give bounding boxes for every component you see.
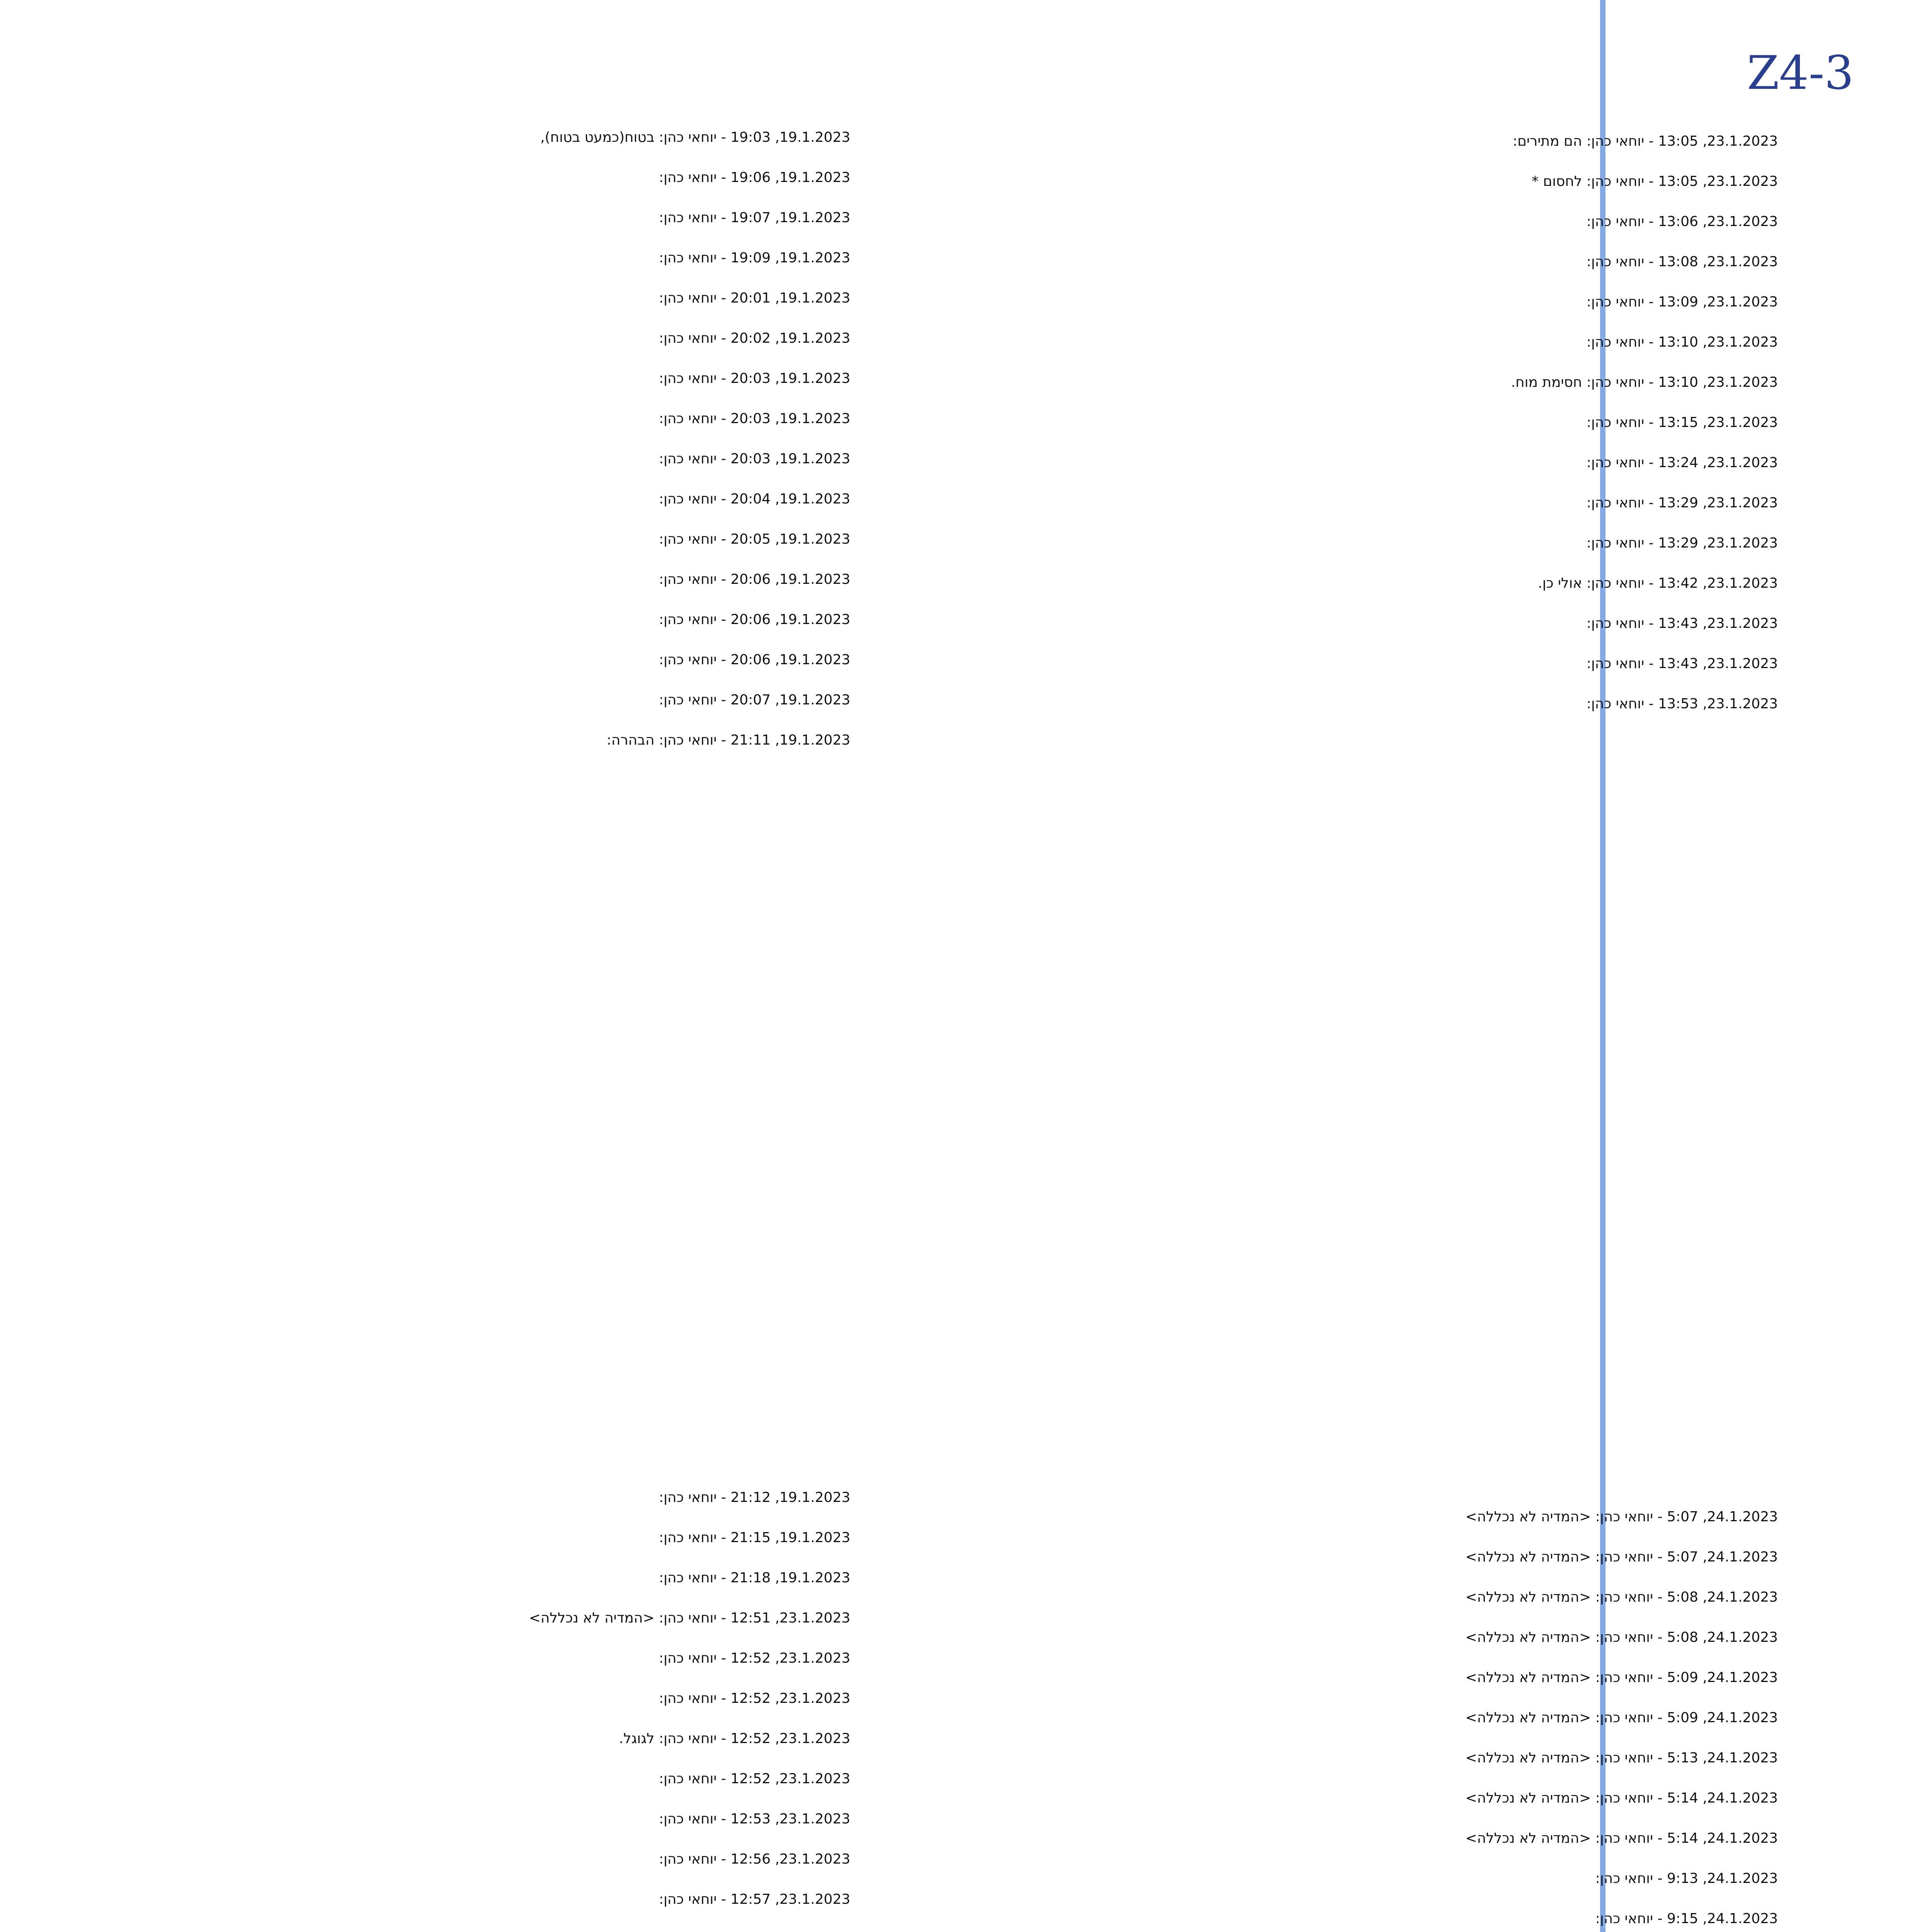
chat-line: 23.1.2023, 13:08 - יוחאי כהן: [1586,254,1778,270]
chat-line: 23.1.2023, 13:09 - יוחאי כהן: [1586,294,1778,310]
line-gap [271,750,850,770]
line-gap [271,228,850,248]
chat-line: 19.1.2023, 21:18 - יוחאי כהן: [659,1570,850,1586]
chat-line: 24.1.2023, 9:15 - יוחאי כהן: [1595,1911,1778,1927]
chat-line: 24.1.2023, 5:14 - יוחאי כהן: <המדיה לא נכללה> [1465,1790,1778,1806]
chat-line: 23.1.2023, 12:52 - יוחאי כהן: [659,1690,850,1706]
line-gap [1044,594,1778,614]
chat-line: 23.1.2023, 13:10 - יוחאי כהן: חסימת מוח. [1511,374,1778,390]
line-gap [271,670,850,690]
line-gap [1044,1929,1778,1932]
chat-line: 19.1.2023, 20:04 - יוחאי כהן: [659,491,850,507]
line-gap [1044,1567,1778,1587]
chat-line: 19.1.2023, 20:06 - יוחאי כהן: [659,652,850,668]
chat-line: 19.1.2023, 19:06 - יוחאי כהן: [659,170,850,185]
chat-line: 23.1.2023, 12:52 - יוחאי כהן: לגוגל. [619,1731,850,1747]
line-gap [271,1709,850,1729]
line-gap [271,469,850,489]
line-gap [1044,192,1778,212]
chat-line: 24.1.2023, 9:13 - יוחאי כהן: [1595,1871,1778,1886]
line-gap [271,308,850,328]
chat-line: 23.1.2023, 13:43 - יוחאי כהן: [1586,616,1778,631]
chat-line: 23.1.2023, 13:24 - יוחאי כהן: [1586,455,1778,471]
chat-line: 19.1.2023, 19:03 - יוחאי כהן: בטוח(כמעט בטוח), [540,129,850,145]
chat-line: 23.1.2023, 13:15 - יוחאי כהן: [1586,415,1778,430]
chat-line: 23.1.2023, 12:52 - יוחאי כהן: [659,1771,850,1787]
column-bottom-left [271,1488,850,1932]
handwritten-page-label: Z4-3 [1747,46,1854,100]
line-gap [271,349,850,369]
line-gap [271,509,850,529]
line-gap [271,389,850,409]
line-gap [271,1668,850,1689]
line-gap [271,710,850,730]
line-gap [1044,714,1778,734]
chat-line: 19.1.2023, 20:05 - יוחאי כהן: [659,531,850,547]
chat-line: 23.1.2023, 12:52 - יוחאי כהן: [659,1650,850,1666]
chat-line: 23.1.2023, 13:06 - יוחאי כהן: [1586,214,1778,230]
line-gap [1044,1527,1778,1547]
chat-line: 24.1.2023, 5:09 - יוחאי כהן: <המדיה לא נכללה> [1465,1710,1778,1726]
line-gap [271,188,850,208]
line-gap [1044,433,1778,453]
chat-line: 19.1.2023, 20:01 - יוחאי כהן: [659,290,850,306]
chat-line: 24.1.2023, 5:08 - יוחאי כהן: <המדיה לא נכללה> [1465,1629,1778,1645]
line-gap [271,590,850,610]
line-gap [271,630,850,650]
line-gap [1044,1768,1778,1788]
column-bottom-right [1044,1507,1778,1932]
line-gap [271,549,850,570]
chat-line: 19.1.2023, 20:06 - יוחאי כהן: [659,612,850,628]
chat-line: 23.1.2023, 13:53 - יוחאי כהן: [1586,696,1778,712]
chat-line: 19.1.2023, 19:09 - יוחאי כהן: [659,250,850,266]
chat-line: 23.1.2023, 13:29 - יוחאי כהן: [1586,535,1778,551]
chat-line: 19.1.2023, 20:07 - יוחאי כהן: [659,692,850,708]
chat-line: 19.1.2023, 20:03 - יוחאי כהן: [659,451,850,467]
line-gap [271,1588,850,1608]
chat-line: 23.1.2023, 12:51 - יוחאי כהן: <המדיה לא נכללה> [529,1610,850,1626]
line-gap [271,1869,850,1889]
chat-line: 19.1.2023, 20:03 - יוחאי כהן: [659,371,850,386]
line-gap [1044,1849,1778,1869]
chat-line: 19.1.2023, 20:03 - יוחאי כהן: [659,411,850,427]
chat-line: 19.1.2023, 21:11 - יוחאי כהן: הבהרה: [606,732,850,748]
line-gap [1044,634,1778,654]
line-gap [1044,272,1778,292]
chat-line [271,1930,850,1932]
line-gap [271,1910,850,1930]
line-gap [271,1829,850,1849]
line-gap [1044,1607,1778,1628]
line-gap [271,1508,850,1528]
column-top-left [271,128,850,770]
line-gap [1044,473,1778,493]
line-gap [271,268,850,288]
line-gap [1044,312,1778,332]
column-top-right [1044,131,1778,734]
chat-line: 19.1.2023, 20:02 - יוחאי כהן: [659,330,850,346]
chat-line: 23.1.2023, 13:29 - יוחאי כהן: [1586,495,1778,511]
chat-line: 19.1.2023, 21:15 - יוחאי כהן: [659,1530,850,1546]
chat-line: 23.1.2023, 12:53 - יוחאי כהן: [659,1811,850,1827]
chat-line: 24.1.2023, 5:07 - יוחאי כהן: <המדיה לא נכללה> [1465,1549,1778,1565]
line-gap [1044,1889,1778,1909]
chat-line: 23.1.2023, 13:43 - יוחאי כהן: [1586,656,1778,672]
line-gap [271,1749,850,1769]
line-gap [1044,151,1778,172]
chat-line: 24.1.2023, 5:07 - יוחאי כהן: <המדיה לא נכללה> [1465,1509,1778,1525]
chat-line: 24.1.2023, 5:13 - יוחאי כהן: <המדיה לא נכללה> [1465,1750,1778,1766]
chat-line: 24.1.2023, 5:08 - יוחאי כהן: <המדיה לא נכללה> [1465,1589,1778,1605]
line-gap [271,1548,850,1568]
chat-line: 24.1.2023, 5:09 - יוחאי כהן: <המדיה לא נכללה> [1465,1670,1778,1685]
chat-line: 23.1.2023, 12:57 - יוחאי כהן: [659,1891,850,1907]
chat-line: 23.1.2023, 13:05 - יוחאי כהן: לחסום * [1531,173,1778,189]
line-gap [1044,674,1778,694]
line-gap [1044,553,1778,573]
chat-line: 23.1.2023, 12:56 - יוחאי כהן: [659,1851,850,1867]
chat-line: 19.1.2023, 20:06 - יוחאי כהן: [659,571,850,587]
line-gap [1044,1688,1778,1708]
line-gap [271,148,850,168]
chat-line: 23.1.2023, 13:05 - יוחאי כהן: הם מתירים: [1512,133,1778,149]
chat-line: 24.1.2023, 5:14 - יוחאי כהן: <המדיה לא נכללה> [1465,1830,1778,1846]
line-gap [1044,513,1778,533]
line-gap [1044,1728,1778,1748]
line-gap [271,1789,850,1809]
line-gap [1044,393,1778,413]
chat-line: 19.1.2023, 21:12 - יוחאי כהן: [659,1490,850,1505]
line-gap [271,429,850,449]
line-gap [1044,352,1778,372]
chat-line: 23.1.2023, 13:10 - יוחאי כהן: [1586,334,1778,350]
chat-line: 23.1.2023, 13:42 - יוחאי כהן: אולי כן. [1538,575,1778,591]
line-gap [1044,232,1778,252]
line-gap [1044,1808,1778,1828]
line-gap [1044,1648,1778,1668]
chat-line: 19.1.2023, 19:07 - יוחאי כהן: [659,210,850,226]
line-gap [271,1628,850,1648]
